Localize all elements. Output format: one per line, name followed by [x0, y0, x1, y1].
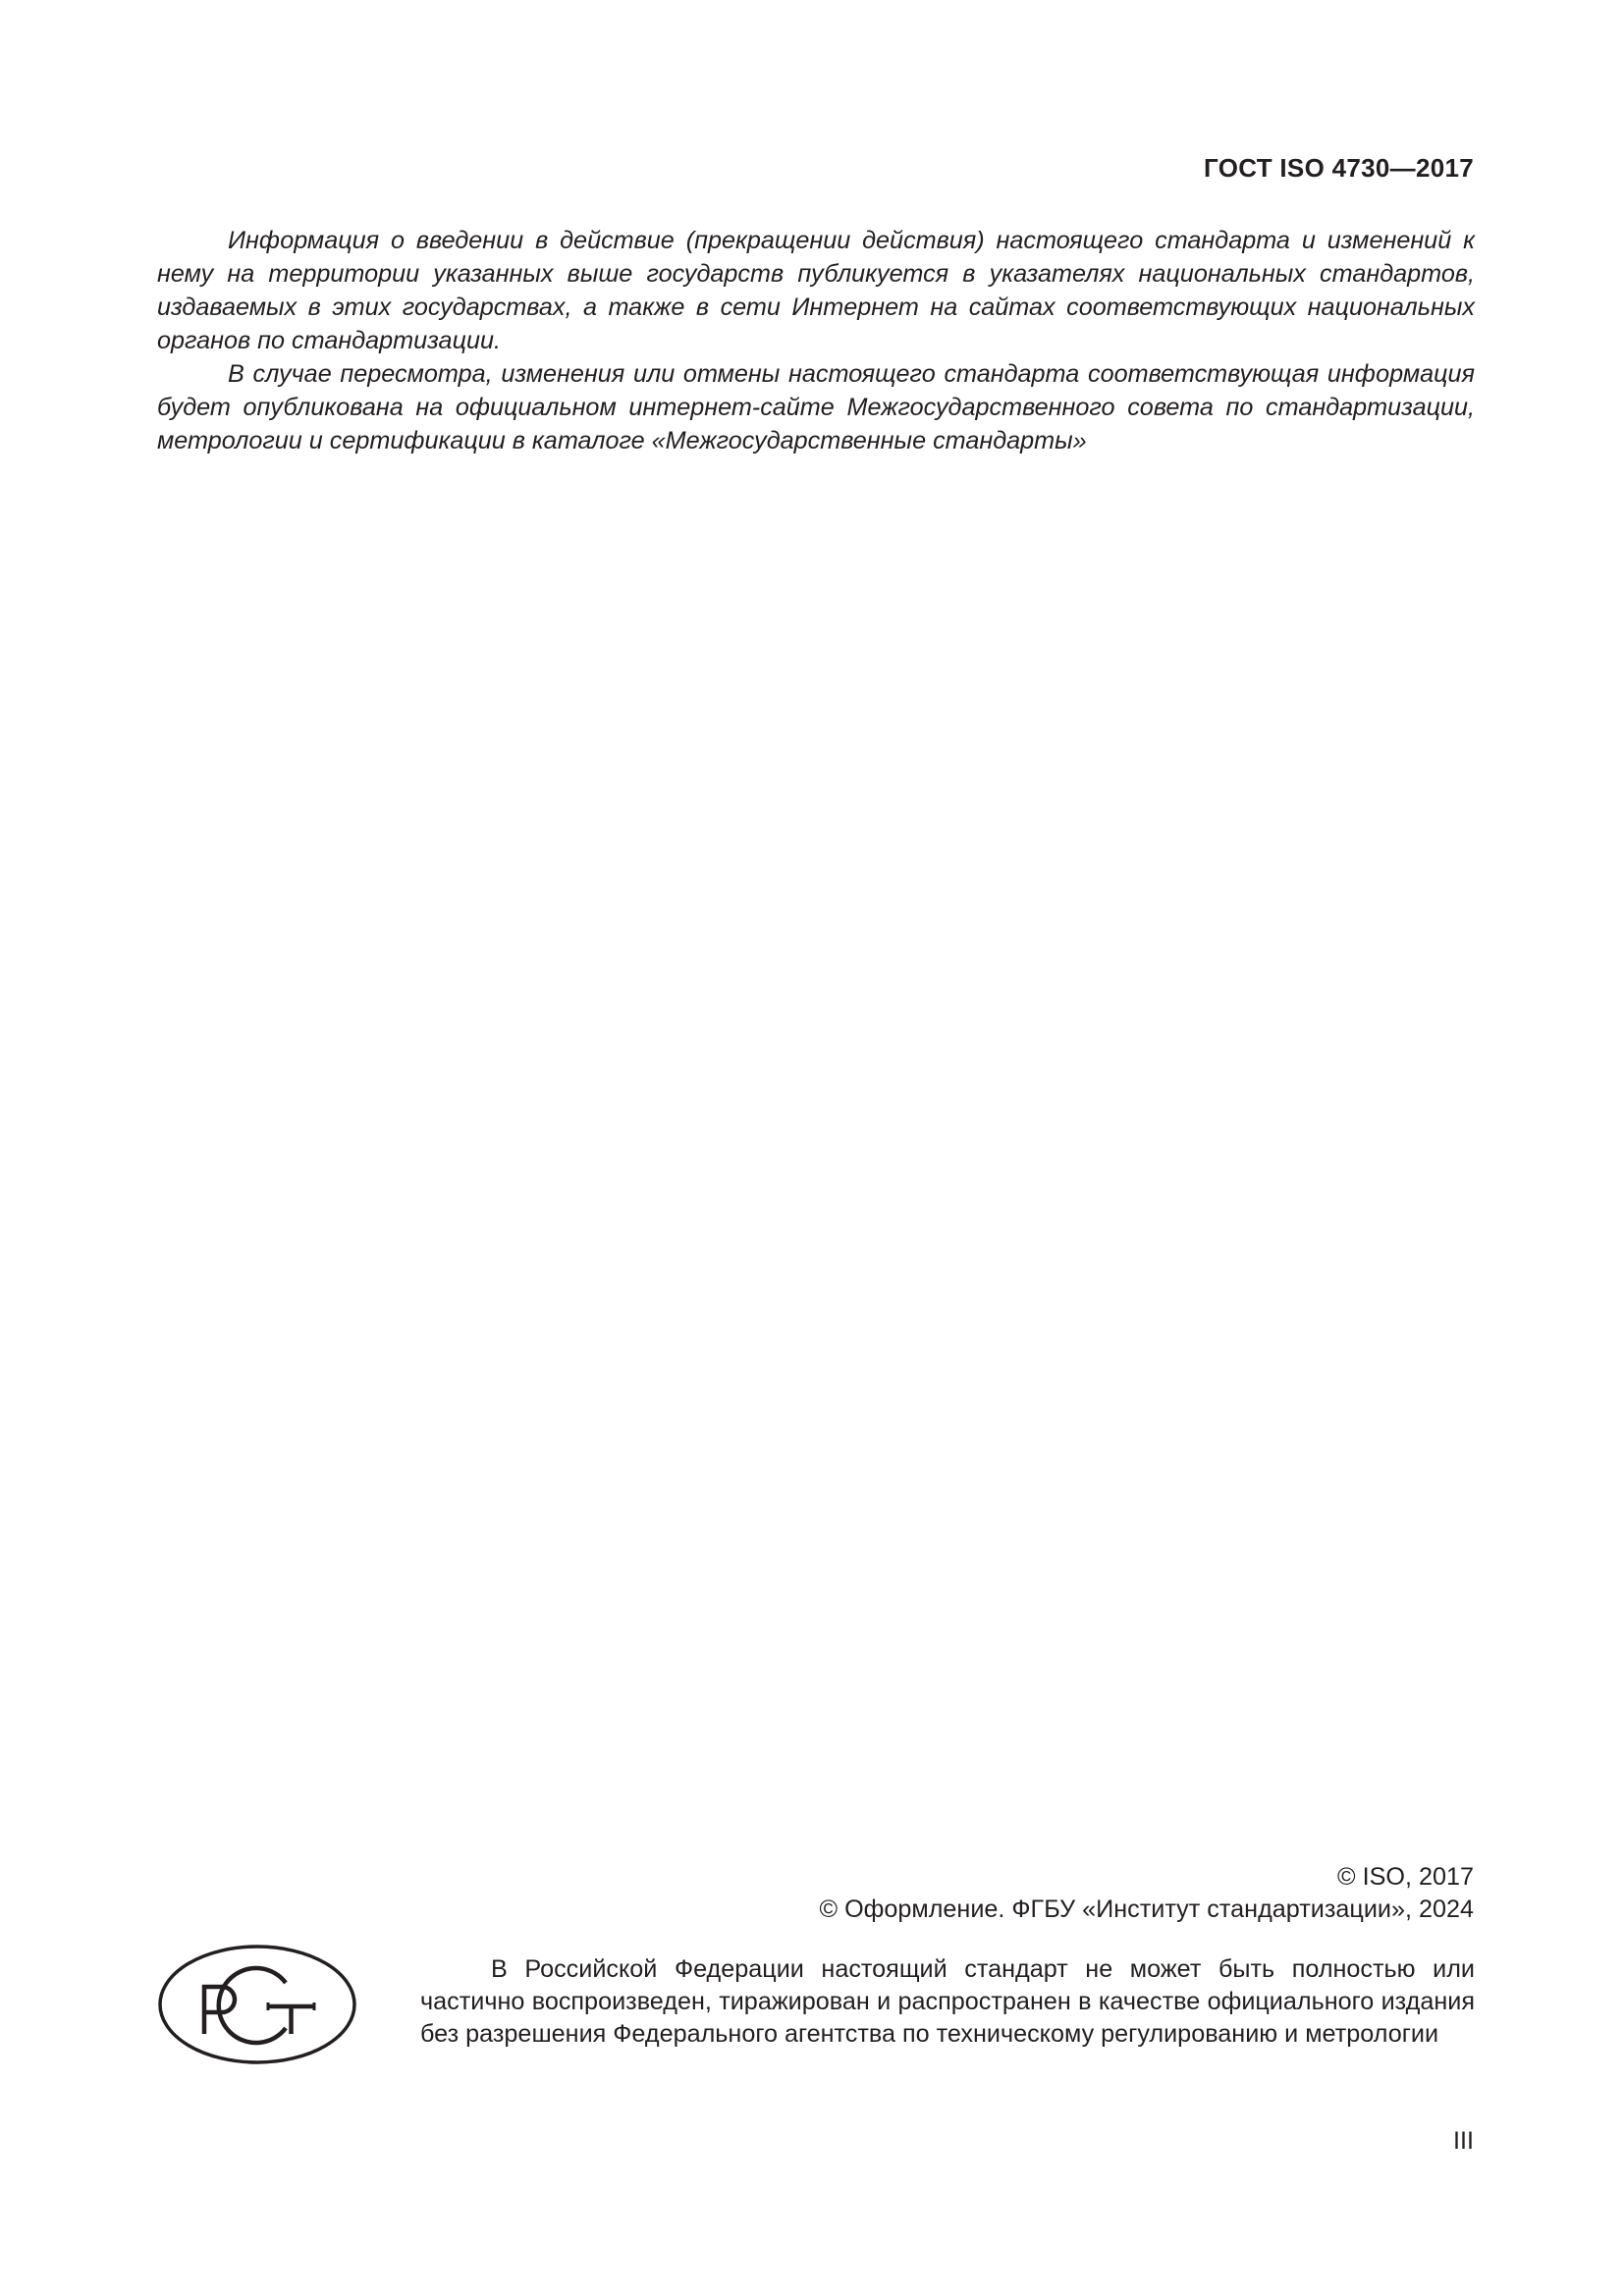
paragraph-info-introduction: Информация о введении в действие (прекращении действия) настоящего стандарта и изменений к нему на территории указанных выше государств публикуется в указателях национальных стандартов, издаваемых в этих государствах, а также в сети Интернет на сайтах соответствующих национальных органов по стандартизации.	[157, 227, 1475, 354]
document-code-header: ГОСТ ISO 4730—2017	[1204, 153, 1474, 183]
pst-certification-mark-icon	[157, 1944, 357, 2065]
copyright-design: © Оформление. ФГБУ «Институт стандартизации», 2024	[819, 1896, 1474, 1923]
page-number: III	[1453, 2127, 1474, 2155]
paragraph-revision-notice: В случае пересмотра, изменения или отмены настоящего стандарта соответствующая информация будет опубликована на официальном интернет-сайте Межгосударственного совета по стандартизации, метрологии и сертификации в каталоге «Межгосударственные стандарты»	[157, 360, 1475, 454]
body-text	[157, 224, 1475, 457]
restriction-text: В Российской Федерации настоящий стандарт не может быть полностью или частично воспроизведен, тиражирован и распространен в качестве официального издания без разрешения Федерального агентства по техническому регулированию и метрологии	[420, 1955, 1475, 2048]
copyright-iso: © ISO, 2017	[1337, 1863, 1474, 1891]
reproduction-restriction-notice	[420, 1953, 1475, 2051]
copyright-block	[820, 1861, 1474, 1926]
